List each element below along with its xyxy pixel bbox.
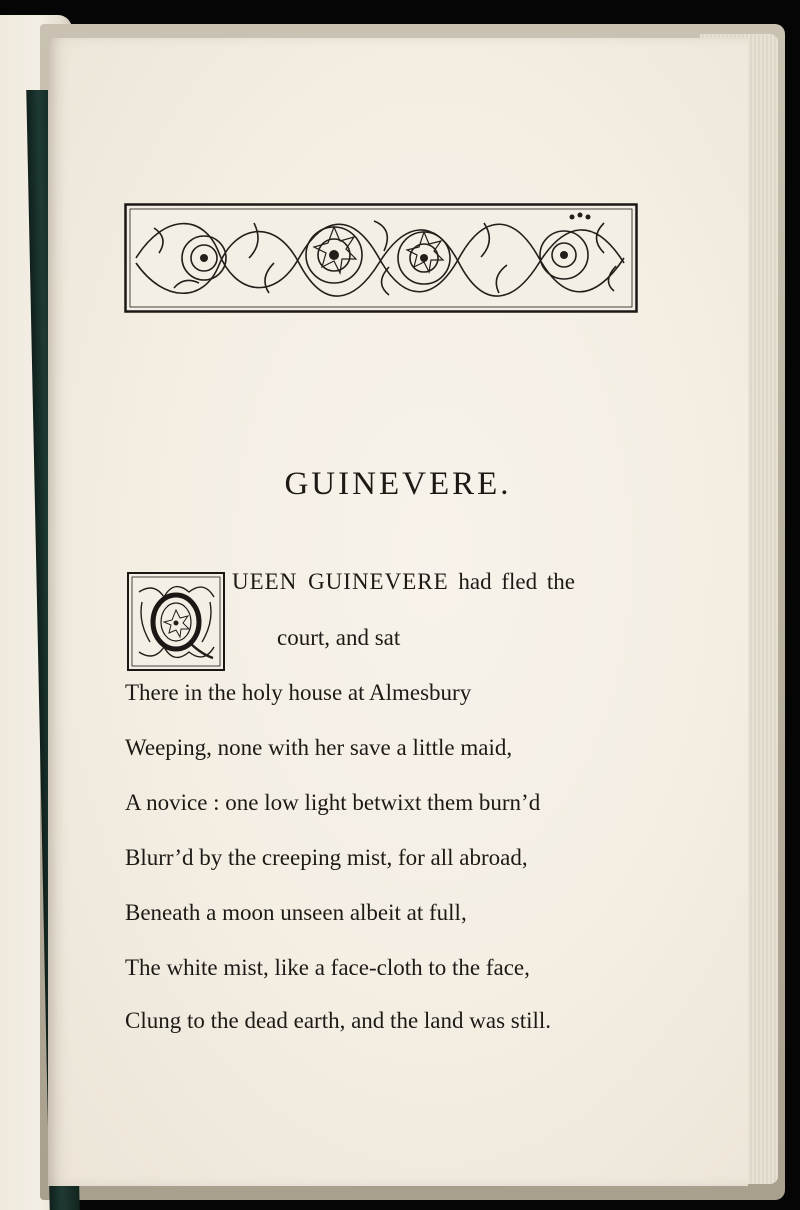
chapter-title: GUINEVERE. bbox=[284, 466, 512, 502]
poem-line-2: court, and sat bbox=[277, 625, 401, 650]
poem-line-3: There in the holy house at Almesbury bbox=[125, 680, 472, 705]
poem-line-4: Weeping, none with her save a little maid, bbox=[125, 735, 513, 760]
poem-line-5: A novice : one low light betwixt them burn’d bbox=[125, 790, 541, 815]
poem-line-7: Beneath a moon unseen albeit at full, bbox=[125, 900, 467, 925]
poem-line-1 bbox=[232, 569, 575, 595]
floral-headpiece-ornament bbox=[124, 203, 638, 313]
poem-line-1-rest: had fled the bbox=[458, 569, 575, 594]
poem-line-1-lead: UEEN GUINEVERE bbox=[232, 569, 449, 594]
ornamental-drop-cap-q bbox=[127, 572, 225, 671]
poem-line-6: Blurr’d by the creeping mist, for all abroad, bbox=[125, 845, 528, 870]
poem-line-9: Clung to the dead earth, and the land was still. bbox=[125, 1008, 552, 1033]
poem-line-8: The white mist, like a face-cloth to the face, bbox=[125, 955, 530, 980]
